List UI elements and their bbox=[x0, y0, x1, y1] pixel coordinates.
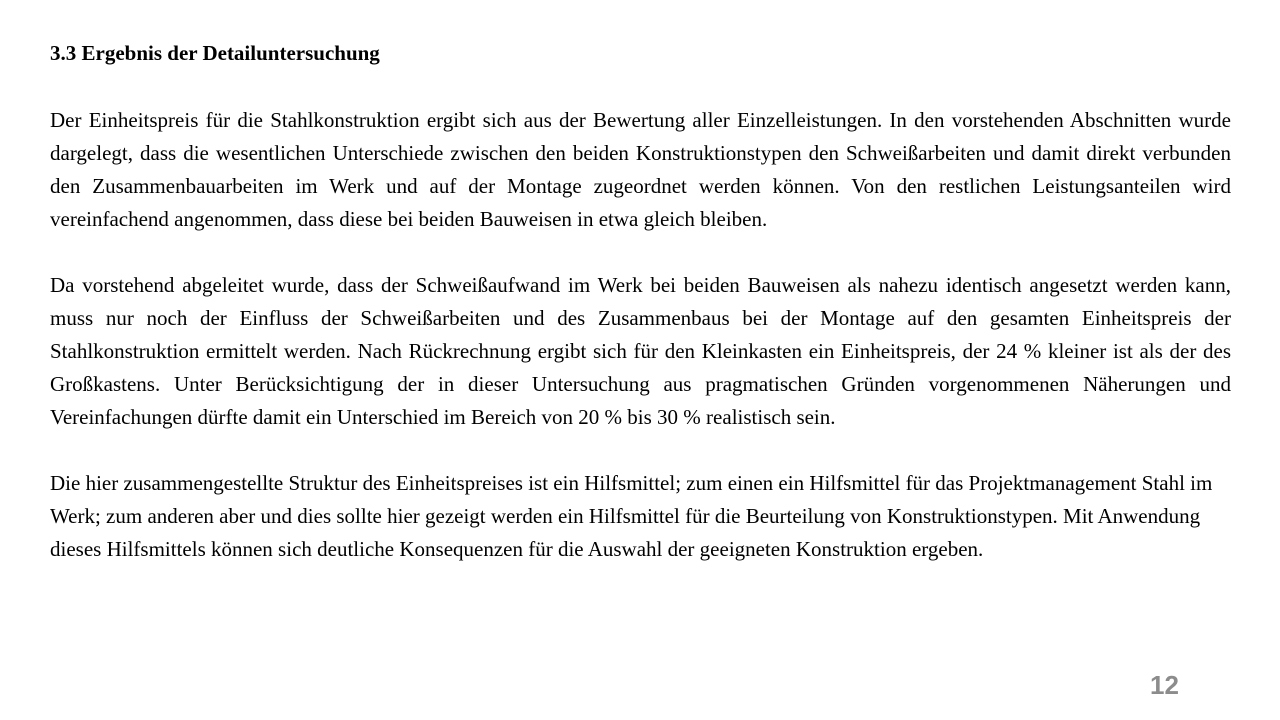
page-number: 12 bbox=[1150, 670, 1179, 700]
document-page bbox=[50, 38, 1231, 599]
paragraph-unit-price-basis: Der Einheitspreis für die Stahlkonstruktion ergibt sich aus der Bewertung aller Einzelleistungen. In den vorstehenden Abschnitten wurde dargelegt, dass die wesentlichen Unterschiede zwischen den beiden Konstruktionstypen den Schweißarbeiten und damit direkt verbunden den Zusammenbauarbeiten im Werk und auf der Montage zugeordnet werden können. Von den restlichen Leistungsanteilen wird vereinfachend angenommen, dass diese bei beiden Bauweisen in etwa gleich bleiben. bbox=[50, 108, 1231, 231]
section-heading: 3.3 Ergebnis der Detailuntersuchung bbox=[50, 41, 380, 65]
paragraph-tool-conclusion: Die hier zusammengestellte Struktur des Einheitspreises ist ein Hilfsmittel; zum einen ein Hilfsmittel für das Projektmanagement Stahl im Werk; zum anderen aber und dies sollte hier gezeigt werden ein Hilfsmittel für die Beurteilung von Konstruktionstypen. Mit Anwendung dieses Hilfsmittels können sich deutliche Konsequenzen für die Auswahl der geeigneten Konstruktion ergeben. bbox=[50, 471, 1213, 561]
paragraph-welding-effort: Da vorstehend abgeleitet wurde, dass der Schweißaufwand im Werk bei beiden Bauweisen als nahezu identisch angesetzt werden kann, muss nur noch der Einfluss der Schweißarbeiten und des Zusammenbaus bei der Montage auf den gesamten Einheitspreis der Stahlkonstruktion ermittelt werden. Nach Rückrechnung ergibt sich für den Kleinkasten ein Einheitspreis, der 24 % kleiner ist als der des Großkastens. Unter Berücksichtigung der in dieser Untersuchung aus pragmatischen Gründen vorgenommenen Näherungen und Vereinfachungen dürfte damit ein Unterschied im Bereich von 20 % bis 30 % realistisch sein. bbox=[50, 273, 1231, 429]
